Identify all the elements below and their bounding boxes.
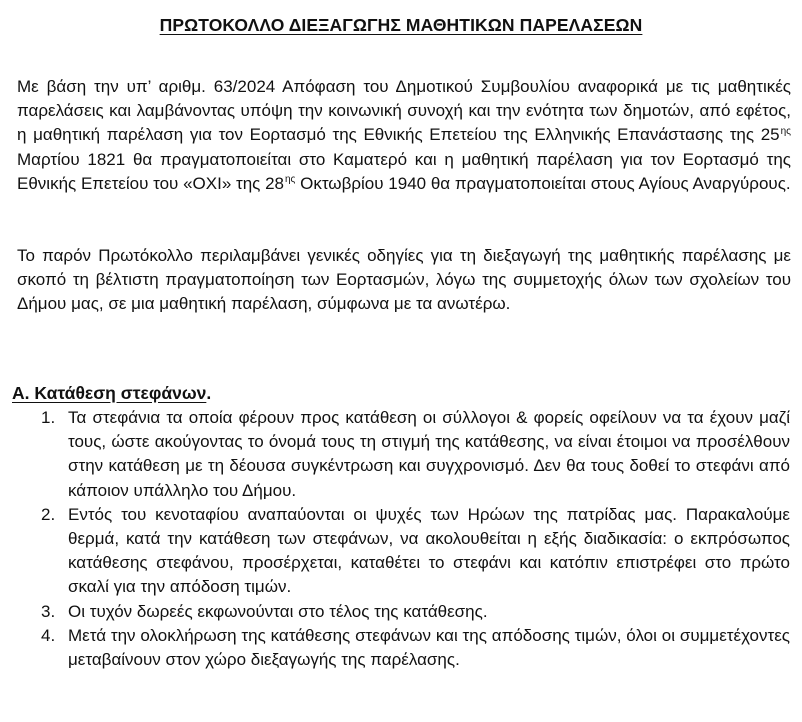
document-title: ΠΡΩΤΟΚΟΛΛΟ ΔΙΕΞΑΓΩΓΗΣ ΜΑΘΗΤΙΚΩΝ ΠΑΡΕΛΑΣΕΩΝ	[159, 15, 643, 35]
list-item-number: 2.	[41, 504, 56, 524]
intro-text-part-2: Μαρτίου 1821 θα πραγματοποιείται στο Καματερό και η μαθητική παρέλαση για τον Εορτασμό της Εθνικής Επετείου του «ΟΧΙ» της 28	[17, 149, 791, 193]
intro-paragraph	[17, 75, 791, 196]
list-item	[0, 624, 802, 672]
list-item-number: 3.	[41, 601, 56, 621]
intro-text-part-1: Με βάση την υπ’ αριθμ. 63/2024 Απόφαση του Δημοτικού Συμβουλίου αναφορικά με τις μαθητικές παρελάσεις και λαμβάνοντας υπόψη την κοινωνική συνοχή και την ενότητα των δημοτών, από εφέτος, η μαθητική παρέλαση για τον Εορτασμό της Εθνικής Επετείου της Ελληνικής Επανάστασης της 25	[17, 77, 791, 145]
list-item-text: Οι τυχόν δωρεές εκφωνούνται στο τέλος της κατάθεσης.	[68, 601, 488, 621]
list-item	[0, 503, 802, 600]
list-item-number: 1.	[41, 408, 56, 427]
list-item	[0, 600, 802, 624]
ordinal-suffix-march: ης	[780, 125, 791, 137]
list-item	[0, 406, 802, 503]
ordinal-suffix-october: ης	[285, 174, 296, 186]
intro-text-part-3: Οκτωβρίου 1940 θα πραγματοποιείται στους Αγίους Αναργύρους.	[295, 173, 791, 193]
section-a-heading-text: Α. Κατάθεση στεφάνων	[12, 383, 207, 403]
section-a-list	[0, 406, 802, 672]
list-item-number: 4.	[41, 625, 56, 645]
list-item-text: Τα στεφάνια τα οποία φέρουν προς κατάθεση οι σύλλογοι & φορείς οφείλουν να τα έχουν μαζί τους, ώστε ακούγοντας το όνομά τους τη στιγμή της κατάθεσης, να είναι έτοιμοι να προσέλθουν στην κατάθεση με τη δέουσα συγκέντρωση και συγχρονισμό. Δεν θα τους δοθεί το στεφάνι από κάποιον υπάλληλο του Δήμου.	[68, 408, 790, 500]
list-item-text: Μετά την ολοκλήρωση της κατάθεσης στεφάνων και της απόδοσης τιμών, όλοι οι συμμετέχοντες μεταβαίνουν στον χώρο διεξαγωγής της παρέλασης.	[68, 625, 790, 670]
list-item-text: Εντός του κενοταφίου αναπαύονται οι ψυχές των Ηρώων της πατρίδας μας. Παρακαλούμε θερμά, κατά την κατάθεση των στεφάνων, να ακολουθείται η εξής διαδικασία: ο εκπρόσωπος κατάθεσης στεφάνου, προσέρχεται, καταθέτει το στεφάνι και κατόπιν επιστρέφει στο πρώτο σκαλί για την απόδοση τιμών.	[68, 504, 790, 597]
section-a-heading	[12, 381, 211, 405]
section-a-heading-suffix: .	[206, 383, 212, 403]
scope-paragraph: Το παρόν Πρωτόκολλο περιλαμβάνει γενικές οδηγίες για τη διεξαγωγή της μαθητικής παρέλασης με σκοπό τη βέλτιστη πραγματοποίηση των Εορτασμών, λόγω της συμμετοχής όλων των σχολείων του Δήμου μας, σε μια μαθητική παρέλαση, σύμφωνα με τα ανωτέρω.	[17, 246, 791, 314]
